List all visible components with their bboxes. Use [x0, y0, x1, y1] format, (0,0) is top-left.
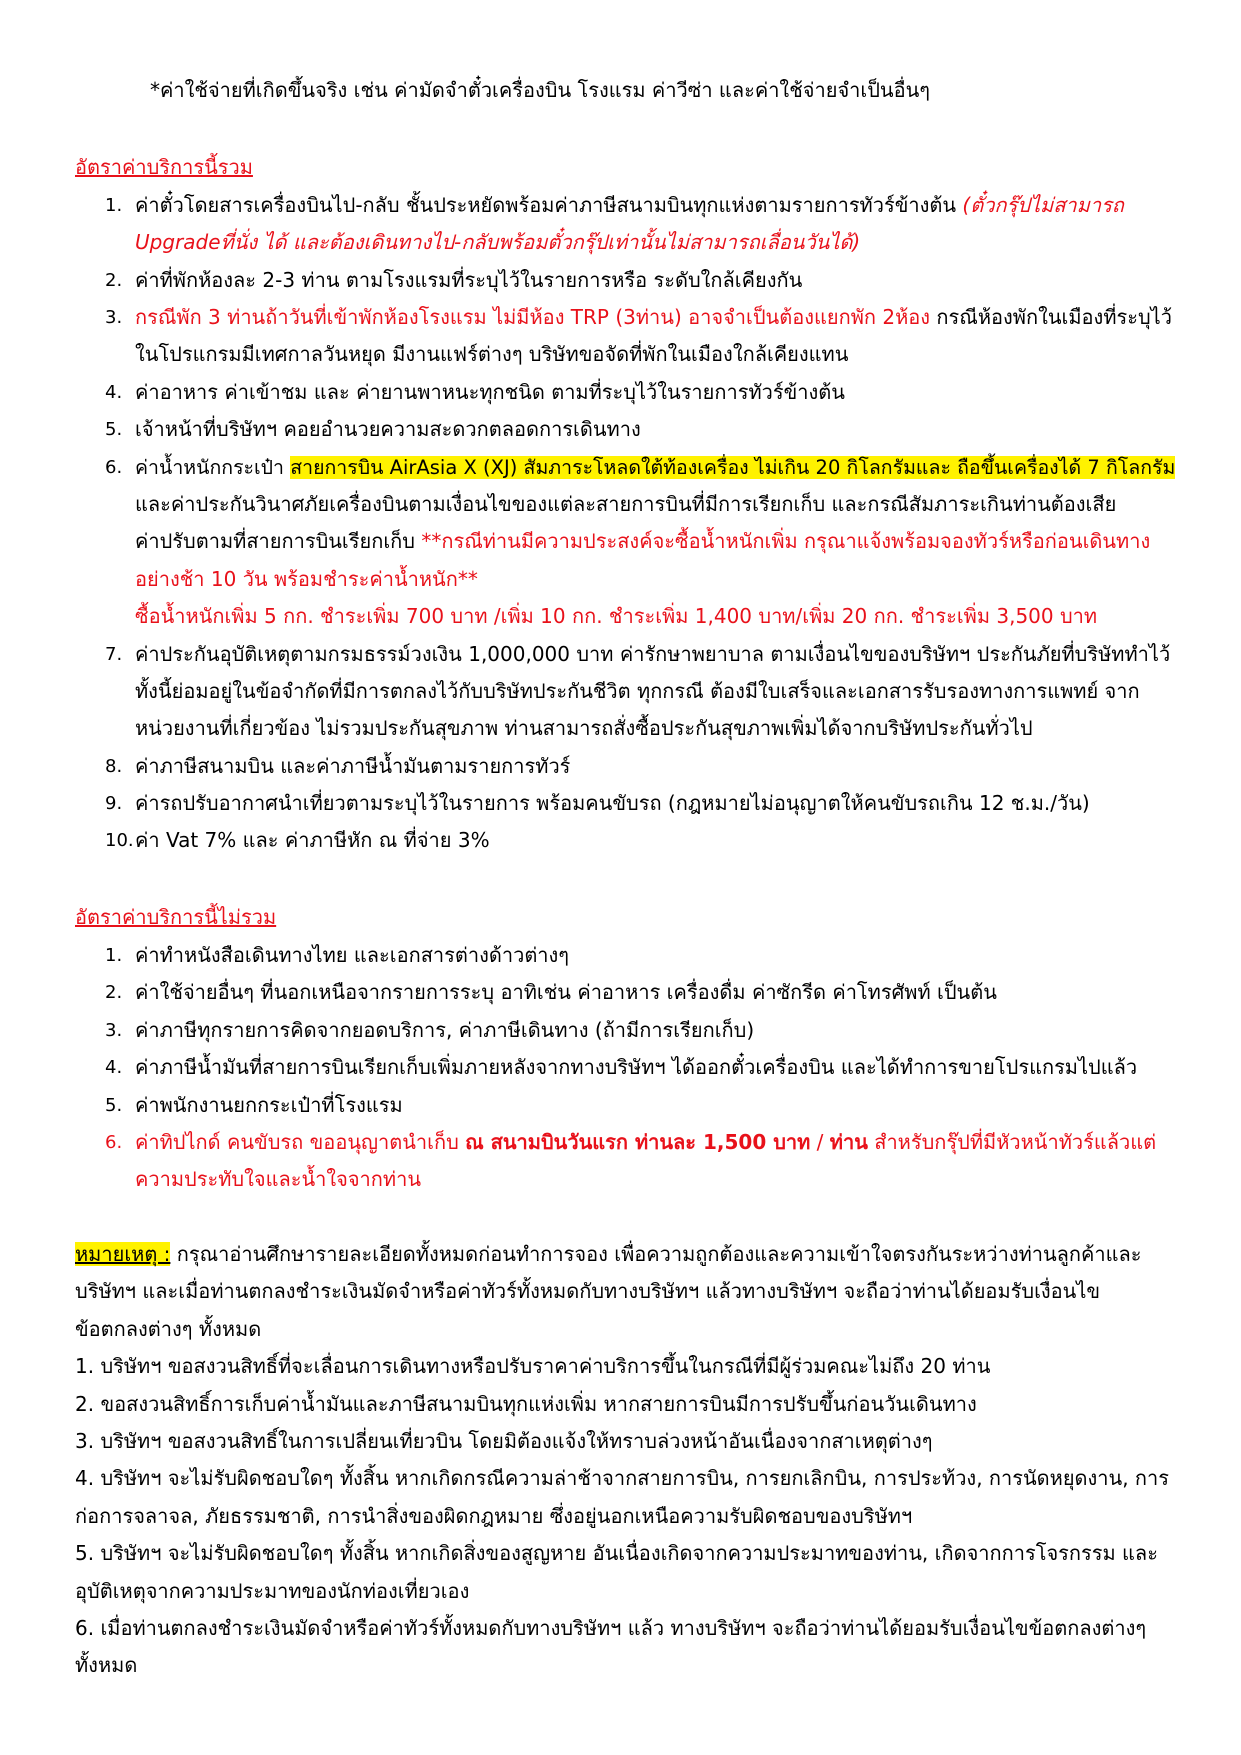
excluded-item-5-line-1: ค่าพนักงานยกกระเป๋าที่โรงแรม — [135, 1093, 403, 1117]
included-item-7-line-1: ค่าประกันอุบัติเหตุตามกรมธรรม์วงเงิน 1,000,000 บาท ค่ารักษาพยาบาล ตามเงื่อนไขของบริษัทฯ ประกันภัยที่บริษัททำไว้ — [135, 642, 1171, 666]
included-item-number: 6. — [105, 457, 123, 478]
baggage-allowance-highlight: สายการบิน AirAsia X (XJ) สัมภาระโหลดใต้ท้องเครื่อง ไม่เกิน 20 กิโลกรัมและ ถือขึ้นเครื่องได้ 7 กิโลกรัม — [290, 456, 1176, 479]
included-item-number: 1. — [105, 195, 123, 216]
included-item-number: 10. — [105, 830, 134, 851]
excluded-item-number: 4. — [105, 1057, 123, 1078]
included-item-number: 3. — [105, 307, 123, 328]
included-item-1-text: ค่าตั๋วโดยสารเครื่องบินไป-กลับ ชั้นประหยัดพร้อมค่าภาษีสนามบินทุกแห่งตามรายการทัวร์ข้างต้น — [135, 193, 963, 217]
included-item-6-text: ค่าน้ำหนักกระเป๋า — [135, 456, 291, 479]
remarks-line-2: บริษัทฯ และเมื่อท่านตกลงชำระเงินมัดจำหรือค่าทัวร์ทั้งหมดกับทางบริษัทฯ แล้วทางบริษัทฯ จะถือว่าท่านได้ยอมรับเงื่อนไข — [75, 1279, 1101, 1303]
included-item-3-text: กรณีห้องพักในเมืองที่ระบุไว้ — [930, 305, 1172, 329]
excluded-item-number: 6. — [105, 1132, 123, 1153]
remarks-line-3: ข้อตกลงต่างๆ ทั้งหมด — [75, 1317, 262, 1341]
included-item-8-line-1: ค่าภาษีสนามบิน และค่าภาษีน้ำมันตามรายการทัวร์ — [135, 754, 571, 778]
included-item-6-line-1 — [135, 449, 1175, 486]
tip-amount: ณ สนามบินวันแรก ท่านละ 1,500 บาท — [465, 1130, 811, 1154]
excluded-item-6-line-2: ความประทับใจและน้ำใจจากท่าน — [135, 1167, 421, 1191]
included-item-9-line-1: ค่ารถปรับอากาศนำเที่ยวตามระบุไว้ในรายการ พร้อมคนขับรถ (กฎหมายไม่อนุญาตให้คนขับรถเกิน 12 ช.ม./วัน) — [135, 791, 1090, 815]
tip-separator: / — [810, 1130, 830, 1154]
excluded-item-1-line-1: ค่าทำหนังสือเดินทางไทย และเอกสารต่างด้าวต่างๆ — [135, 943, 570, 967]
excluded-item-number: 5. — [105, 1095, 123, 1116]
remarks-condition: ก่อการจลาจล, ภัยธรรมชาติ, การนำสิ่งของผิดกฎหมาย ซึ่งอยู่นอกเหนือความรับผิดชอบของบริษัทฯ — [75, 1504, 913, 1528]
included-item-10-line-1: ค่า Vat 7% และ ค่าภาษีหัก ณ ที่จ่าย 3% — [135, 828, 490, 852]
included-item-6-extra-weight-prices: ซื้อน้ำหนักเพิ่ม 5 กก. ชำระเพิ่ม 700 บาท /เพิ่ม 10 กก. ชำระเพิ่ม 1,400 บาท/เพิ่ม 20 กก. ชำระเพิ่ม 3,500 บาท — [135, 604, 1098, 628]
tip-text: ค่าทิปไกด์ คนขับรถ ขออนุญาตนำเก็บ — [135, 1130, 466, 1154]
remarks-condition: 6. เมื่อท่านตกลงชำระเงินมัดจำหรือค่าทัวร์ทั้งหมดกับทางบริษัทฯ แล้ว ทางบริษัทฯ จะถือว่าท่านได้ยอมรับเงื่อนไขข้อตกลงต่างๆ — [75, 1616, 1147, 1640]
included-item-number: 2. — [105, 270, 123, 291]
intro-note: *ค่าใช้จ่ายที่เกิดขึ้นจริง เช่น ค่ามัดจำตั๋วเครื่องบิน โรงแรม ค่าวีซ่า และค่าใช้จ่ายจำเป็นอื่นๆ — [150, 78, 931, 102]
tip-unit: ท่าน — [829, 1130, 868, 1154]
tip-text-end: สำหรับกรุ๊ปที่มีหัวหน้าทัวร์แล้วแต่ — [867, 1130, 1157, 1154]
included-item-7-line-2: ทั้งนี้ย่อมอยู่ในข้อจำกัดที่มีการตกลงไว้กับบริษัทประกันชีวิต ทุกกรณี ต้องมีใบเสร็จและเอกสารรับรองทางการแพทย์ จาก — [135, 679, 1140, 703]
included-item-2-line-1: ค่าที่พักห้องละ 2-3 ท่าน ตามโรงแรมที่ระบุไว้ในรายการหรือ ระดับใกล้เคียงกัน — [135, 268, 803, 292]
included-item-number: 5. — [105, 419, 123, 440]
remarks-condition: 2. ขอสงวนสิทธิ์การเก็บค่าน้ำมันและภาษีสนามบินทุกแห่งเพิ่ม หากสายการบินมีการปรับขึ้นก่อนวันเดินทาง — [75, 1392, 977, 1416]
excluded-item-number: 3. — [105, 1020, 123, 1041]
remarks-condition: อุบัติเหตุจากความประมาทของนักท่องเที่ยวเอง — [75, 1579, 470, 1603]
excluded-item-3-line-1: ค่าภาษีทุกรายการคิดจากยอดบริการ, ค่าภาษีเดินทาง (ถ้ามีการเรียกเก็บ) — [135, 1018, 755, 1042]
remarks-condition: 4. บริษัทฯ จะไม่รับผิดชอบใดๆ ทั้งสิ้น หากเกิดกรณีความล่าช้าจากสายการบิน, การยกเลิกบิน, การประท้วง, การนัดหยุดงาน, การ — [75, 1466, 1170, 1490]
included-item-3-line-1 — [135, 299, 1172, 336]
excluded-item-number: 2. — [105, 982, 123, 1003]
included-item-4-line-1: ค่าอาหาร ค่าเข้าชม และ ค่ายานพาหนะทุกชนิด ตามที่ระบุไว้ในรายการทัวร์ข้างต้น — [135, 380, 845, 404]
excluded-item-4-line-1: ค่าภาษีน้ำมันที่สายการบินเรียกเก็บเพิ่มภายหลังจากทางบริษัทฯ ได้ออกตั๋วเครื่องบิน และได้ทำการขายโปรแกรมไปแล้ว — [135, 1055, 1138, 1079]
included-item-3-warning: กรณีพัก 3 ท่านถ้าวันที่เข้าพักห้องโรงแรม ไม่มีห้อง TRP (3ท่าน) อาจจำเป็นต้องแยกพัก 2ห้อง — [135, 305, 931, 329]
included-item-7-line-3: หน่วยงานที่เกี่ยวข้อง ไม่รวมประกันสุขภาพ ท่านสามารถสั่งซื้อประกันสุขภาพเพิ่มได้จากบริษัทประกันทั่วไป — [135, 716, 1033, 740]
included-title: อัตราค่าบริการนี้รวม — [75, 155, 253, 179]
remarks-condition: 5. บริษัทฯ จะไม่รับผิดชอบใดๆ ทั้งสิ้น หากเกิดสิ่งของสูญหาย อันเนื่องเกิดจากความประมาทของท่าน, เกิดจากการโจรกรรม และ — [75, 1541, 1158, 1565]
included-item-1-line-1 — [135, 187, 1124, 224]
included-item-6-extra-weight-note: **กรณีท่านมีความประสงค์จะซื้อน้ำหนักเพิ่ม กรุณาแจ้งพร้อมจองทัวร์หรือก่อนเดินทาง — [421, 529, 1151, 553]
included-item-number: 8. — [105, 756, 123, 777]
remarks-condition: 3. บริษัทฯ ขอสงวนสิทธิ์ในการเปลี่ยนเที่ยวบิน โดยมิต้องแจ้งให้ทราบล่วงหน้าอันเนื่องจากสาเหตุต่างๆ — [75, 1429, 933, 1453]
included-item-6-text-3: ค่าปรับตามที่สายการบินเรียกเก็บ — [135, 529, 422, 553]
remarks-line-1 — [75, 1236, 1142, 1273]
included-item-1-note: (ตั๋วกรุ๊ปไม่สามารถ — [962, 193, 1124, 217]
excluded-title: อัตราค่าบริการนี้ไม่รวม — [75, 905, 277, 929]
excluded-item-6-line-1 — [135, 1124, 1156, 1161]
excluded-item-2-line-1: ค่าใช้จ่ายอื่นๆ ที่นอกเหนือจากรายการระบุ อาทิเช่น ค่าอาหาร เครื่องดื่ม ค่าซักรีด ค่าโทรศัพท์ เป็นต้น — [135, 980, 997, 1004]
included-item-6-line-3 — [135, 523, 1150, 560]
included-item-6-line-4: อย่างช้า 10 วัน พร้อมชำระค่าน้ำหนัก** — [135, 567, 478, 591]
remarks-text-1: กรุณาอ่านศึกษารายละเอียดทั้งหมดก่อนทำการจอง เพื่อความถูกต้องและความเข้าใจตรงกันระหว่างท่านลูกค้าและ — [170, 1242, 1142, 1266]
included-item-6-line-2: และค่าประกันวินาศภัยเครื่องบินตามเงื่อนไขของแต่ละสายการบินที่มีการเรียกเก็บ และกรณีสัมภาระเกินท่านต้องเสีย — [135, 492, 1117, 516]
included-item-number: 4. — [105, 382, 123, 403]
remarks-condition: ทั้งหมด — [75, 1653, 138, 1677]
included-item-3-line-2: ในโปรแกรมมีเทศกาลวันหยุด มีงานแฟร์ต่างๆ บริษัทขอจัดที่พักในเมืองใกล้เคียงแทน — [135, 342, 849, 366]
included-item-1-line-2: Upgradeที่นั่ง ได้ และต้องเดินทางไป-กลับพร้อมตั๋วกรุ๊ปเท่านั้นไม่สามารถเลื่อนวันได้) — [135, 230, 861, 254]
excluded-item-number: 1. — [105, 945, 123, 966]
included-item-number: 7. — [105, 644, 123, 665]
included-item-5-line-1: เจ้าหน้าที่บริษัทฯ คอยอำนวยความสะดวกตลอดการเดินทาง — [135, 417, 641, 441]
included-item-number: 9. — [105, 793, 123, 814]
remarks-label: หมายเหตุ : — [75, 1242, 171, 1266]
remarks-condition: 1. บริษัทฯ ขอสงวนสิทธิ์ที่จะเลื่อนการเดินทางหรือปรับราคาค่าบริการขึ้นในกรณีที่มีผู้ร่วมคณะไม่ถึง 20 ท่าน — [75, 1354, 991, 1378]
